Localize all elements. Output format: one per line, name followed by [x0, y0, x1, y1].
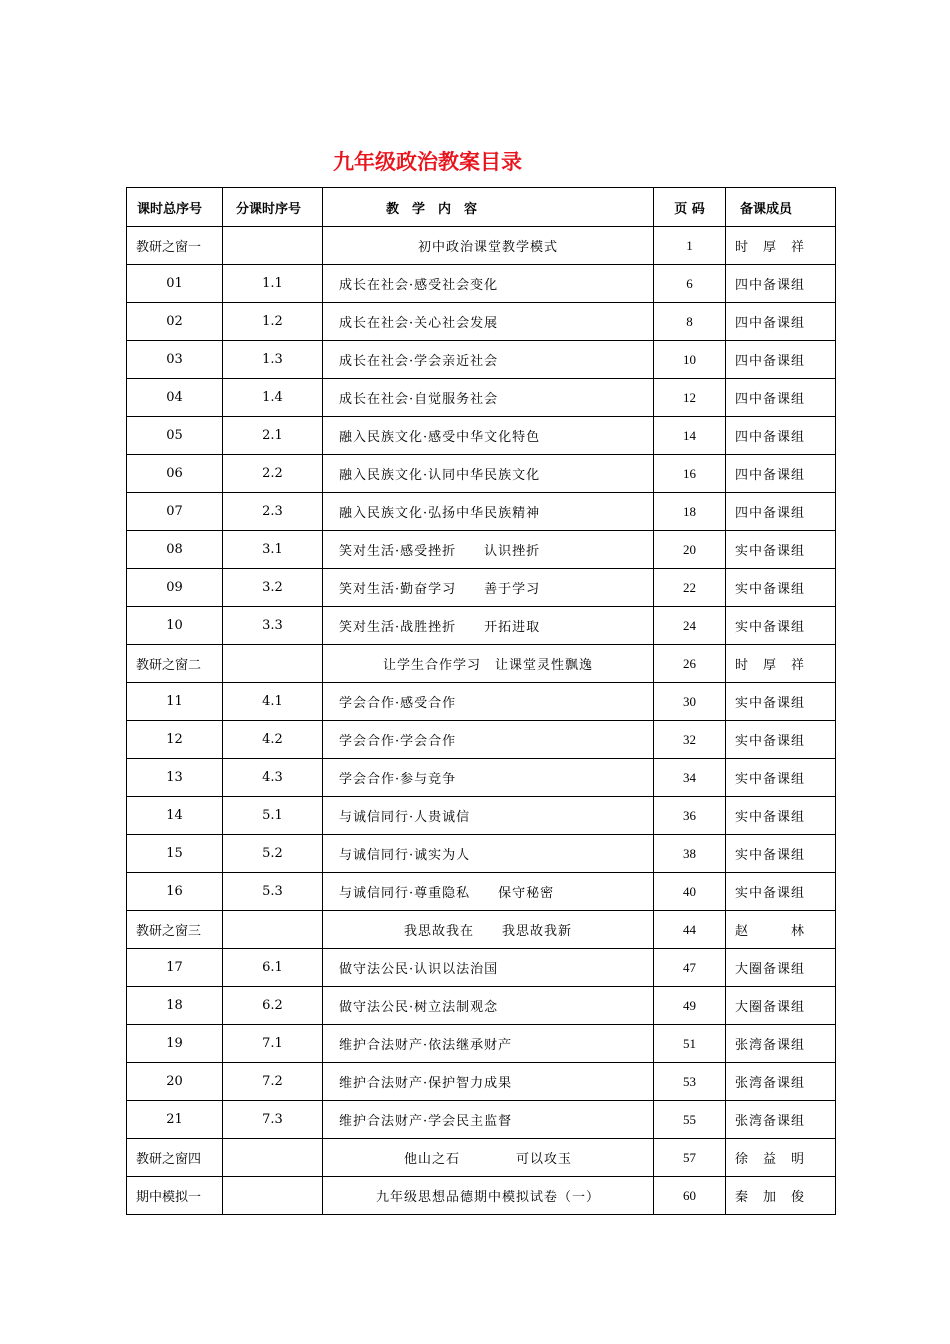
table-row [127, 1025, 836, 1063]
cell-member: 四中备课组 [726, 455, 836, 493]
cell-content: 做守法公民·认识以法治国 [323, 949, 654, 987]
table-row [127, 569, 836, 607]
cell-member: 赵 林 [726, 911, 836, 949]
cell-page: 51 [654, 1025, 726, 1063]
cell-page: 38 [654, 835, 726, 873]
cell-page: 10 [654, 341, 726, 379]
table-row [127, 835, 836, 873]
table-row [127, 949, 836, 987]
cell-page: 53 [654, 1063, 726, 1101]
cell-content: 融入民族文化·弘扬中华民族精神 [323, 493, 654, 531]
cell-sub-index: 5.2 [223, 835, 323, 873]
cell-content: 维护合法财产·学会民主监督 [323, 1101, 654, 1139]
cell-member: 时 厚 祥 [726, 227, 836, 265]
cell-total-index: 09 [127, 569, 223, 607]
cell-page: 34 [654, 759, 726, 797]
table-row [127, 493, 836, 531]
cell-total-index: 01 [127, 265, 223, 303]
cell-page: 60 [654, 1177, 726, 1215]
cell-member: 实中备课组 [726, 721, 836, 759]
cell-content: 做守法公民·树立法制观念 [323, 987, 654, 1025]
cell-page: 24 [654, 607, 726, 645]
cell-page: 16 [654, 455, 726, 493]
cell-sub-index: 7.1 [223, 1025, 323, 1063]
cell-member: 张湾备课组 [726, 1063, 836, 1101]
cell-content: 让学生合作学习 让课堂灵性飘逸 [323, 645, 654, 683]
cell-member: 大圈备课组 [726, 987, 836, 1025]
cell-member: 实中备课组 [726, 607, 836, 645]
cell-sub-index [223, 1177, 323, 1215]
cell-member: 四中备课组 [726, 417, 836, 455]
cell-content: 与诚信同行·人贵诚信 [323, 797, 654, 835]
table-row [127, 645, 836, 683]
table-row [127, 341, 836, 379]
cell-total-index: 12 [127, 721, 223, 759]
cell-sub-index: 3.1 [223, 531, 323, 569]
table-row [127, 873, 836, 911]
cell-member: 实中备课组 [726, 759, 836, 797]
cell-total-index: 20 [127, 1063, 223, 1101]
table-row [127, 1177, 836, 1215]
cell-page: 8 [654, 303, 726, 341]
cell-total-index: 教研之窗四 [127, 1139, 223, 1177]
cell-total-index: 21 [127, 1101, 223, 1139]
cell-sub-index: 2.2 [223, 455, 323, 493]
cell-total-index: 04 [127, 379, 223, 417]
table-header-row [127, 188, 836, 227]
cell-page: 47 [654, 949, 726, 987]
cell-member: 实中备课组 [726, 873, 836, 911]
table-row [127, 797, 836, 835]
cell-page: 20 [654, 531, 726, 569]
cell-member: 实中备课组 [726, 835, 836, 873]
cell-total-index: 教研之窗三 [127, 911, 223, 949]
cell-sub-index [223, 645, 323, 683]
cell-page: 30 [654, 683, 726, 721]
cell-page: 1 [654, 227, 726, 265]
cell-content: 他山之石 可以攻玉 [323, 1139, 654, 1177]
cell-member: 大圈备课组 [726, 949, 836, 987]
cell-total-index: 期中模拟一 [127, 1177, 223, 1215]
cell-sub-index: 1.3 [223, 341, 323, 379]
cell-sub-index: 1.4 [223, 379, 323, 417]
header-sub-index: 分课时序号 [223, 188, 323, 227]
cell-member: 四中备课组 [726, 341, 836, 379]
cell-total-index: 16 [127, 873, 223, 911]
cell-sub-index: 1.1 [223, 265, 323, 303]
cell-sub-index [223, 227, 323, 265]
cell-content: 融入民族文化·感受中华文化特色 [323, 417, 654, 455]
cell-total-index: 14 [127, 797, 223, 835]
cell-page: 57 [654, 1139, 726, 1177]
cell-content: 笑对生活·勤奋学习 善于学习 [323, 569, 654, 607]
cell-sub-index: 4.1 [223, 683, 323, 721]
cell-sub-index: 7.2 [223, 1063, 323, 1101]
cell-sub-index [223, 1139, 323, 1177]
cell-total-index: 06 [127, 455, 223, 493]
cell-member: 张湾备课组 [726, 1025, 836, 1063]
cell-member: 秦 加 俊 [726, 1177, 836, 1215]
table-row [127, 683, 836, 721]
table-row [127, 227, 836, 265]
page-title: 九年级政治教案目录 [333, 149, 522, 174]
cell-content: 维护合法财产·保护智力成果 [323, 1063, 654, 1101]
toc-table [126, 187, 836, 1215]
cell-total-index: 教研之窗二 [127, 645, 223, 683]
cell-member: 四中备课组 [726, 493, 836, 531]
cell-content: 成长在社会·自觉服务社会 [323, 379, 654, 417]
cell-sub-index: 2.3 [223, 493, 323, 531]
cell-total-index: 18 [127, 987, 223, 1025]
cell-member: 四中备课组 [726, 379, 836, 417]
cell-content: 成长在社会·关心社会发展 [323, 303, 654, 341]
cell-page: 14 [654, 417, 726, 455]
cell-member: 实中备课组 [726, 797, 836, 835]
cell-total-index: 07 [127, 493, 223, 531]
cell-content: 学会合作·感受合作 [323, 683, 654, 721]
cell-content: 成长在社会·学会亲近社会 [323, 341, 654, 379]
cell-member: 实中备课组 [726, 683, 836, 721]
cell-page: 55 [654, 1101, 726, 1139]
cell-content: 学会合作·参与竞争 [323, 759, 654, 797]
cell-content: 与诚信同行·诚实为人 [323, 835, 654, 873]
cell-sub-index: 5.3 [223, 873, 323, 911]
cell-total-index: 03 [127, 341, 223, 379]
cell-sub-index: 1.2 [223, 303, 323, 341]
cell-sub-index: 4.2 [223, 721, 323, 759]
cell-member: 时 厚 祥 [726, 645, 836, 683]
cell-total-index: 13 [127, 759, 223, 797]
cell-total-index: 02 [127, 303, 223, 341]
table-row [127, 379, 836, 417]
cell-content: 成长在社会·感受社会变化 [323, 265, 654, 303]
table-row [127, 531, 836, 569]
cell-content: 学会合作·学会合作 [323, 721, 654, 759]
table-row [127, 911, 836, 949]
table-row [127, 417, 836, 455]
cell-sub-index: 3.3 [223, 607, 323, 645]
header-total-index: 课时总序号 [127, 188, 223, 227]
cell-member: 徐 益 明 [726, 1139, 836, 1177]
cell-content: 我思故我在 我思故我新 [323, 911, 654, 949]
cell-member: 实中备课组 [726, 569, 836, 607]
cell-page: 32 [654, 721, 726, 759]
cell-sub-index [223, 911, 323, 949]
cell-page: 49 [654, 987, 726, 1025]
cell-total-index: 08 [127, 531, 223, 569]
cell-sub-index: 7.3 [223, 1101, 323, 1139]
cell-total-index: 10 [127, 607, 223, 645]
table-row [127, 721, 836, 759]
table-row [127, 303, 836, 341]
cell-member: 四中备课组 [726, 265, 836, 303]
cell-page: 26 [654, 645, 726, 683]
cell-sub-index: 5.1 [223, 797, 323, 835]
cell-content: 与诚信同行·尊重隐私 保守秘密 [323, 873, 654, 911]
cell-page: 18 [654, 493, 726, 531]
cell-page: 6 [654, 265, 726, 303]
cell-page: 22 [654, 569, 726, 607]
cell-total-index: 教研之窗一 [127, 227, 223, 265]
cell-sub-index: 4.3 [223, 759, 323, 797]
header-member: 备课成员 [726, 188, 836, 227]
table-row [127, 1063, 836, 1101]
cell-sub-index: 3.2 [223, 569, 323, 607]
table-row [127, 1139, 836, 1177]
cell-page: 44 [654, 911, 726, 949]
cell-content: 维护合法财产·依法继承财产 [323, 1025, 654, 1063]
cell-total-index: 17 [127, 949, 223, 987]
cell-total-index: 19 [127, 1025, 223, 1063]
table-row [127, 607, 836, 645]
cell-content: 九年级思想品德期中模拟试卷（一） [323, 1177, 654, 1215]
cell-sub-index: 6.1 [223, 949, 323, 987]
cell-sub-index: 2.1 [223, 417, 323, 455]
cell-page: 36 [654, 797, 726, 835]
header-page: 页 码 [654, 188, 726, 227]
header-content: 教 学 内 容 [323, 188, 654, 227]
table-row [127, 265, 836, 303]
cell-page: 40 [654, 873, 726, 911]
cell-member: 四中备课组 [726, 303, 836, 341]
table-row [127, 759, 836, 797]
cell-member: 实中备课组 [726, 531, 836, 569]
cell-content: 初中政治课堂教学模式 [323, 227, 654, 265]
cell-sub-index: 6.2 [223, 987, 323, 1025]
cell-member: 张湾备课组 [726, 1101, 836, 1139]
cell-total-index: 05 [127, 417, 223, 455]
table-body [127, 227, 836, 1215]
table-row [127, 987, 836, 1025]
cell-total-index: 15 [127, 835, 223, 873]
cell-page: 12 [654, 379, 726, 417]
cell-content: 笑对生活·感受挫折 认识挫折 [323, 531, 654, 569]
cell-total-index: 11 [127, 683, 223, 721]
cell-content: 融入民族文化·认同中华民族文化 [323, 455, 654, 493]
cell-content: 笑对生活·战胜挫折 开拓进取 [323, 607, 654, 645]
table-row [127, 455, 836, 493]
table-row [127, 1101, 836, 1139]
